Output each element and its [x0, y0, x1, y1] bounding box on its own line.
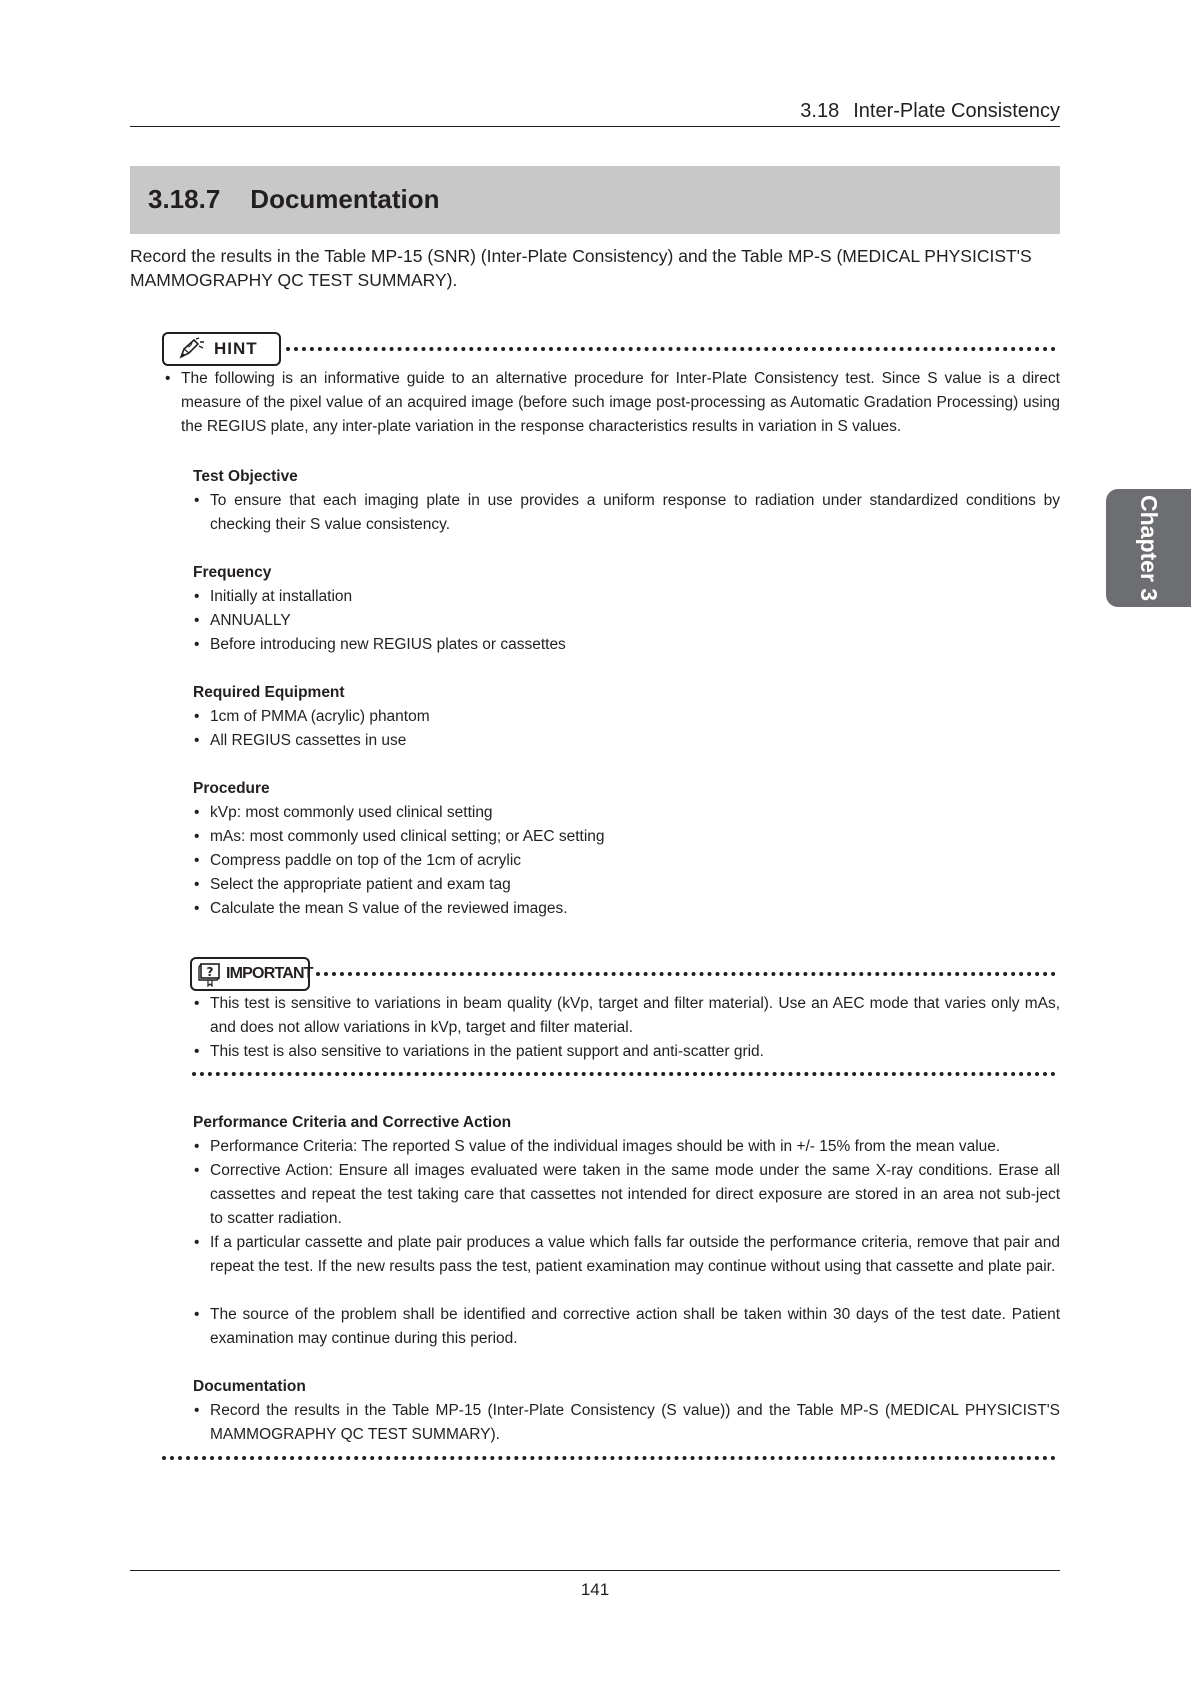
page-number: 141 [580, 1580, 610, 1599]
hint-label: HINT [214, 339, 258, 358]
required-equipment-heading: Required Equipment [193, 684, 345, 701]
list-item: • Select the appropriate patient and exam tag [210, 873, 1060, 897]
important-item: • This test is sensitive to variations in beam quality (kVp, target and filter material). Use an AEC mode that varies only mAs, and does not allow variations in kVp, target and filter material. [210, 992, 1060, 1040]
list-item: • 1cm of PMMA (acrylic) phantom [210, 705, 1060, 729]
hint-intro-bullet: • The following is an informative guide to an alternative procedure for Inter-Plate Consistency test. Since S value is a direct measure of the pixel value of an acquired image (before such image post-processing as Automatic Gradation Processing) using the REGIUS plate, any inter-plate variation in the response characteristics results in variation in S values. [181, 367, 1060, 439]
criteria-heading: Performance Criteria and Corrective Action [193, 1114, 512, 1131]
footer-rule [130, 1570, 1060, 1571]
list-item: • Corrective Action: Ensure all images evaluated were taken in the same mode under the same X-ray conditions. Erase all cassettes and repeat the test taking care that cassettes not intended for direct exposure are stored in an area not sub-ject to scatter radiation. [210, 1159, 1060, 1231]
hint-dotted-rule-top [286, 347, 1056, 351]
important-dotted-rule-top [316, 972, 1056, 976]
important-item: • This test is also sensitive to variations in the patient support and anti-scatter grid. [210, 1040, 1060, 1064]
svg-text:?: ? [206, 965, 214, 979]
list-item: • All REGIUS cassettes in use [210, 729, 1060, 753]
list-item: • kVp: most commonly used clinical setting [210, 801, 1060, 825]
hint-tag [162, 332, 281, 366]
procedure-heading: Procedure [193, 780, 270, 797]
important-label: IMPORTANT [226, 965, 313, 982]
list-item: • To ensure that each imaging plate in use provides a uniform response to radiation under standardized conditions by checking their S value consistency. [210, 489, 1060, 537]
header-section-number: 3.18 [800, 100, 840, 122]
list-item: • The source of the problem shall be identified and corrective action shall be taken within 30 days of the test date. Patient examination may continue during this period. [210, 1303, 1060, 1351]
header-rule [130, 126, 1060, 127]
header-section-title: Inter-Plate Consistency [853, 100, 1060, 122]
list-item: • Initially at installation [210, 585, 1060, 609]
documentation-heading: Documentation [193, 1378, 306, 1395]
section-title [148, 184, 440, 215]
list-item: • Before introducing new REGIUS plates or cassettes [210, 633, 1060, 657]
list-item: • Performance Criteria: The reported S value of the individual images should be with in +/- 15% from the mean value. [210, 1135, 1060, 1159]
section-title-text: Documentation [250, 184, 440, 214]
hint-pencil-icon [178, 337, 206, 361]
section-title-band [130, 166, 1060, 234]
running-header [130, 100, 1060, 123]
important-dotted-rule-bottom [192, 1072, 1056, 1076]
important-book-icon [197, 961, 223, 987]
list-item: • Compress paddle on top of the 1cm of acrylic [210, 849, 1060, 873]
list-item: • mAs: most commonly used clinical setting; or AEC setting [210, 825, 1060, 849]
list-item: • If a particular cassette and plate pair produces a value which falls far outside the performance criteria, remove that pair and repeat the test. If the new results pass the test, patient examination may continue without using that cassette and plate pair. [210, 1231, 1060, 1279]
chapter-tab [1106, 489, 1191, 607]
frequency-heading: Frequency [193, 564, 272, 581]
important-tag [190, 957, 313, 991]
section-number: 3.18.7 [148, 184, 221, 214]
intro-paragraph: Record the results in the Table MP-15 (SNR) (Inter-Plate Consistency) and the Table MP-S (MEDICAL PHYSICIST'S MAMMOGRAPHY QC TEST SUMMARY). [130, 246, 1032, 290]
list-item: • Record the results in the Table MP-15 (Inter-Plate Consistency (S value)) and the Table MP-S (MEDICAL PHYSICIST'S MAMMOGRAPHY QC TEST SUMMARY). [210, 1399, 1060, 1447]
hint-dotted-rule-bottom [162, 1456, 1056, 1460]
chapter-tab-label: Chapter 3 [1136, 494, 1162, 602]
list-item: • ANNUALLY [210, 609, 1060, 633]
test-objective-heading: Test Objective [193, 468, 298, 485]
list-item: • Calculate the mean S value of the reviewed images. [210, 897, 1060, 921]
